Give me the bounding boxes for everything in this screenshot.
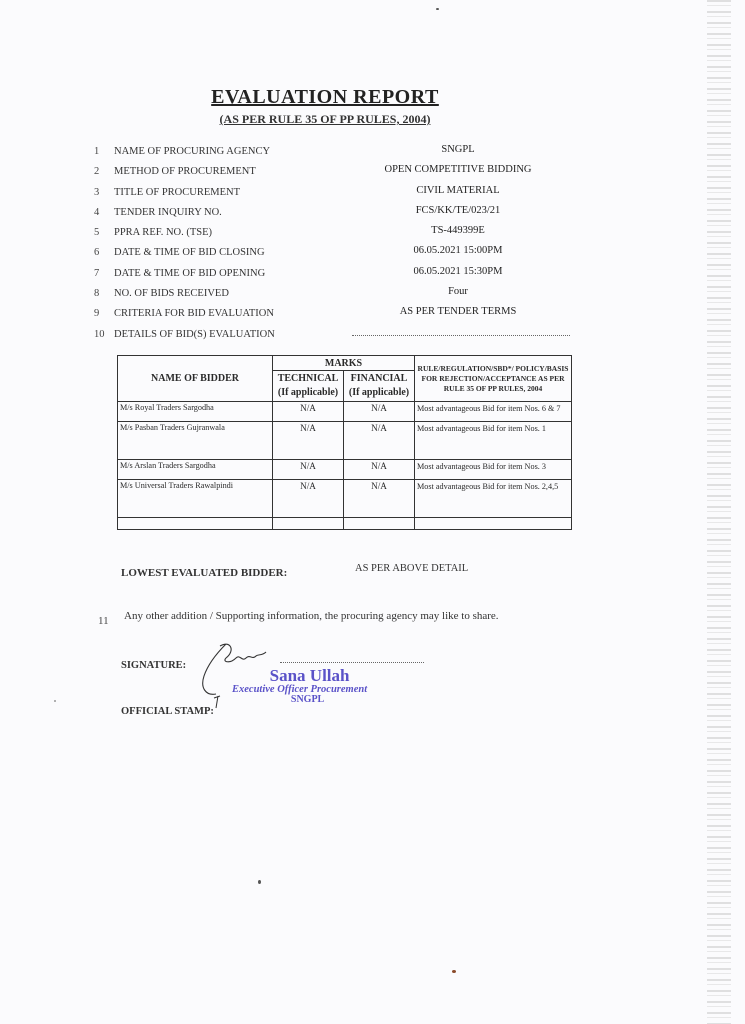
scan-edge [707, 0, 731, 1024]
field-label: DATE & TIME OF BID OPENING [114, 267, 266, 279]
report-subtitle: (AS PER RULE 35 OF PP RULES, 2004) [219, 112, 431, 126]
stamp-designation: Executive Officer Procurement [232, 684, 368, 695]
lowest-bidder-value: AS PER ABOVE DETAIL [355, 563, 469, 574]
dotted-line [352, 335, 570, 336]
field-label: NAME OF PROCURING AGENCY [114, 146, 271, 157]
header-technical-label: TECHNICAL [277, 373, 339, 384]
field-number: 9 [94, 308, 100, 320]
field-row [94, 245, 594, 265]
field-value: SNGPL [441, 144, 475, 155]
field-value: 06.05.2021 15:30PM [413, 265, 503, 277]
bidder-name: M/s Arslan Traders Sargodha [118, 460, 273, 480]
header-financial-sub: (If applicable) [348, 387, 410, 398]
field-number: 1 [94, 146, 100, 157]
field-value: TS-449399E [431, 225, 485, 237]
financial-mark: N/A [344, 460, 415, 480]
lowest-bidder-label: LOWEST EVALUATED BIDDER: [121, 567, 288, 579]
bidder-name: M/s Pasban Traders Gujranwala [118, 422, 273, 460]
field-number: 6 [94, 247, 100, 259]
field-number: 10 [94, 328, 105, 340]
field-value: FCS/KK/TE/023/21 [415, 204, 501, 216]
empty-cell [118, 518, 273, 530]
field-label: TITLE OF PROCUREMENT [114, 186, 240, 198]
field-value: CIVIL MATERIAL [416, 184, 500, 196]
field-value: Four [448, 286, 468, 298]
field-number: 3 [94, 186, 100, 198]
technical-mark: N/A [273, 402, 344, 422]
item11-text: Any other addition / Supporting information, the procuring agency may like to share. [124, 610, 499, 622]
table-row [118, 422, 572, 460]
field-number: 2 [94, 166, 100, 178]
header-technical-sub: (If applicable) [277, 387, 339, 398]
header-marks: MARKS [273, 356, 415, 371]
rule-basis: Most advantageous Bid for item Nos. 3 [415, 460, 572, 480]
field-row [94, 306, 594, 326]
table-row [118, 402, 572, 422]
rule-basis: Most advantageous Bid for item Nos. 6 & 7 [415, 402, 572, 422]
table-row [118, 480, 572, 518]
field-label: NO. OF BIDS RECEIVED [114, 288, 229, 300]
header-bidder-name: NAME OF BIDDER [118, 356, 273, 402]
field-value: OPEN COMPETITIVE BIDDING [384, 164, 532, 176]
bid-evaluation-table [117, 355, 572, 530]
item11-number: 11 [98, 615, 109, 627]
bidder-name: M/s Universal Traders Rawalpindi [118, 480, 273, 518]
rule-basis: Most advantageous Bid for item Nos. 2,4,5 [415, 480, 572, 518]
signature-dotted-line [280, 662, 424, 663]
header-technical [273, 371, 344, 402]
field-number: 7 [94, 267, 100, 279]
field-row [94, 327, 594, 347]
field-row [94, 185, 594, 205]
field-row [94, 225, 594, 245]
table-row [118, 460, 572, 480]
field-label: DETAILS OF BID(S) EVALUATION [114, 328, 275, 340]
header-rule: RULE/REGULATION/SBD*/ POLICY/BASIS FOR REJECTION/ACCEPTANCE AS PER RULE 35 OF PP RULES, 2004 [415, 356, 572, 402]
scan-speck [452, 970, 456, 973]
financial-mark: N/A [344, 480, 415, 518]
empty-cell [415, 518, 572, 530]
bidder-name: M/s Royal Traders Sargodha [118, 402, 273, 422]
rule-basis: Most advantageous Bid for item Nos. 1 [415, 422, 572, 460]
field-number: 8 [94, 288, 100, 300]
field-label: TENDER INQUIRY NO. [114, 206, 222, 218]
field-number: 4 [94, 206, 100, 218]
field-value: 06.05.2021 15:00PM [413, 245, 503, 257]
field-label: CRITERIA FOR BID EVALUATION [114, 308, 274, 320]
scan-speck [258, 880, 261, 884]
header-financial-label: FINANCIAL [350, 373, 408, 384]
financial-mark: N/A [344, 402, 415, 422]
stamp-name: Sana Ullah [269, 666, 350, 685]
stamp-org: SNGPL [290, 694, 325, 705]
field-label: METHOD OF PROCUREMENT [114, 166, 256, 178]
scan-speck [436, 8, 439, 10]
field-row [94, 144, 594, 164]
table-header-row [118, 356, 572, 371]
technical-mark: N/A [273, 422, 344, 460]
technical-mark: N/A [273, 460, 344, 480]
scan-speck [54, 700, 56, 702]
table-row-empty [118, 518, 572, 530]
technical-mark: N/A [273, 480, 344, 518]
field-value: AS PER TENDER TERMS [399, 306, 517, 318]
field-row [94, 286, 594, 306]
report-title: EVALUATION REPORT [211, 86, 439, 108]
field-row [94, 164, 594, 184]
field-row [94, 205, 594, 225]
header-financial [344, 371, 415, 402]
field-list [94, 144, 594, 347]
empty-cell [344, 518, 415, 530]
field-number: 5 [94, 227, 100, 239]
official-stamp-label: OFFICIAL STAMP: [121, 706, 214, 717]
field-label: DATE & TIME OF BID CLOSING [114, 247, 265, 259]
field-label: PPRA REF. NO. (TSE) [114, 227, 213, 239]
signature-label: SIGNATURE: [121, 660, 187, 671]
empty-cell [273, 518, 344, 530]
financial-mark: N/A [344, 422, 415, 460]
field-row [94, 266, 594, 286]
official-stamp [232, 666, 367, 705]
